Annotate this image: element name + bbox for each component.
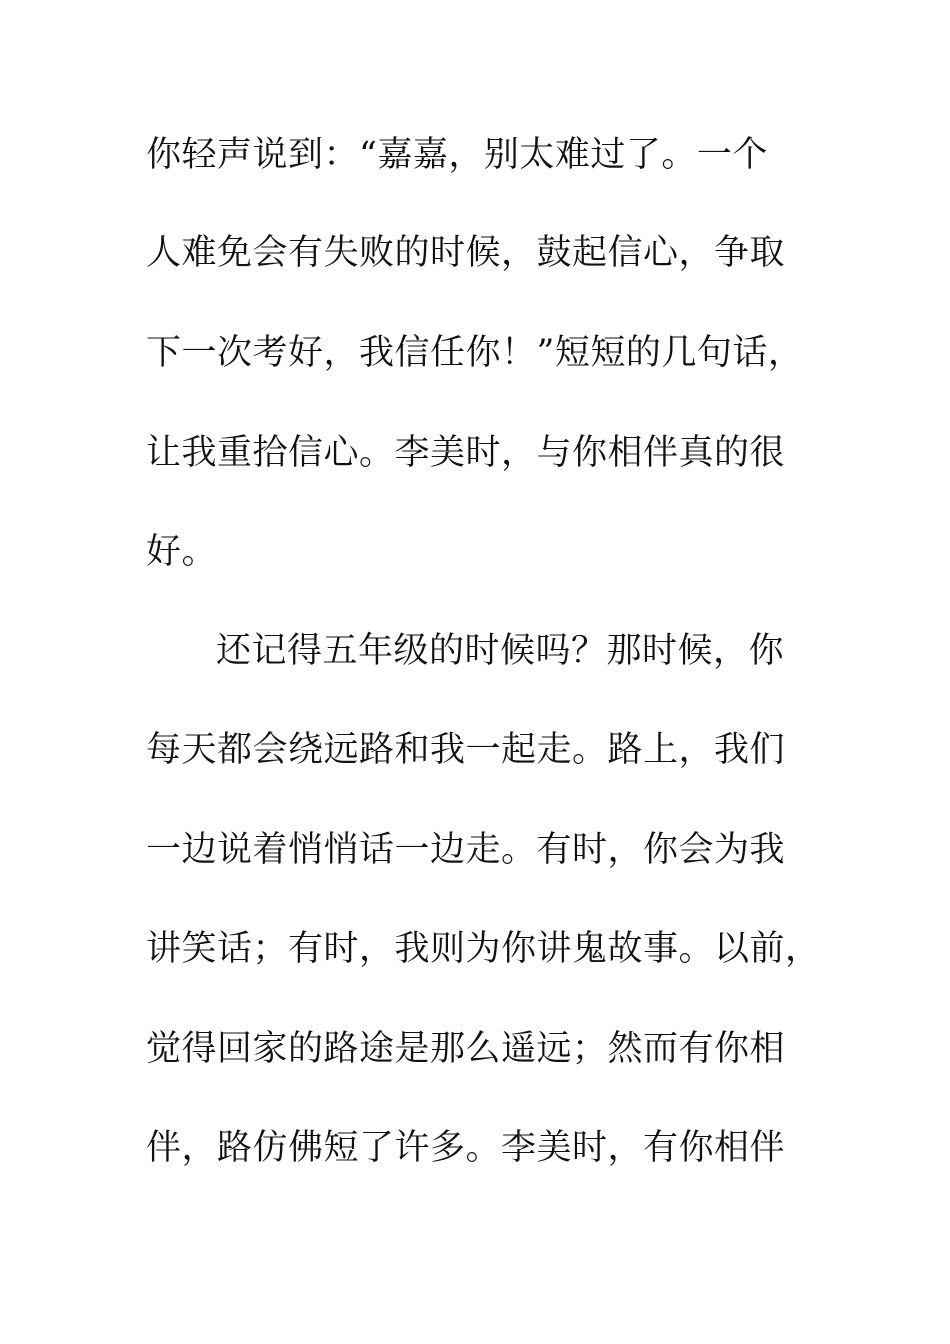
text-line-3: 下一次考好，我信任你！”短短的几句话， — [146, 333, 804, 373]
text-line-8: 一边说着悄悄话一边走。有时，你会为我 — [146, 830, 786, 870]
text-line-5: 好。 — [146, 532, 218, 572]
text-line-7: 每天都会绕远路和我一起走。路上，我们 — [146, 730, 786, 770]
text-line-2: 人难免会有失败的时候，鼓起信心，争取 — [146, 233, 786, 273]
text-line-1: 你轻声说到：“嘉嘉，别太难过了。一个 — [146, 135, 768, 175]
paragraph-start-line: 还记得五年级的时候吗？那时候，你 — [216, 631, 785, 671]
text-line-11: 伴，路仿佛短了许多。李美时，有你相伴 — [146, 1128, 786, 1168]
text-line-4: 让我重拾信心。李美时，与你相伴真的很 — [146, 433, 786, 473]
text-line-10: 觉得回家的路途是那么遥远；然而有你相 — [146, 1029, 786, 1069]
text-line-9: 讲笑话；有时，我则为你讲鬼故事。以前， — [146, 929, 821, 969]
